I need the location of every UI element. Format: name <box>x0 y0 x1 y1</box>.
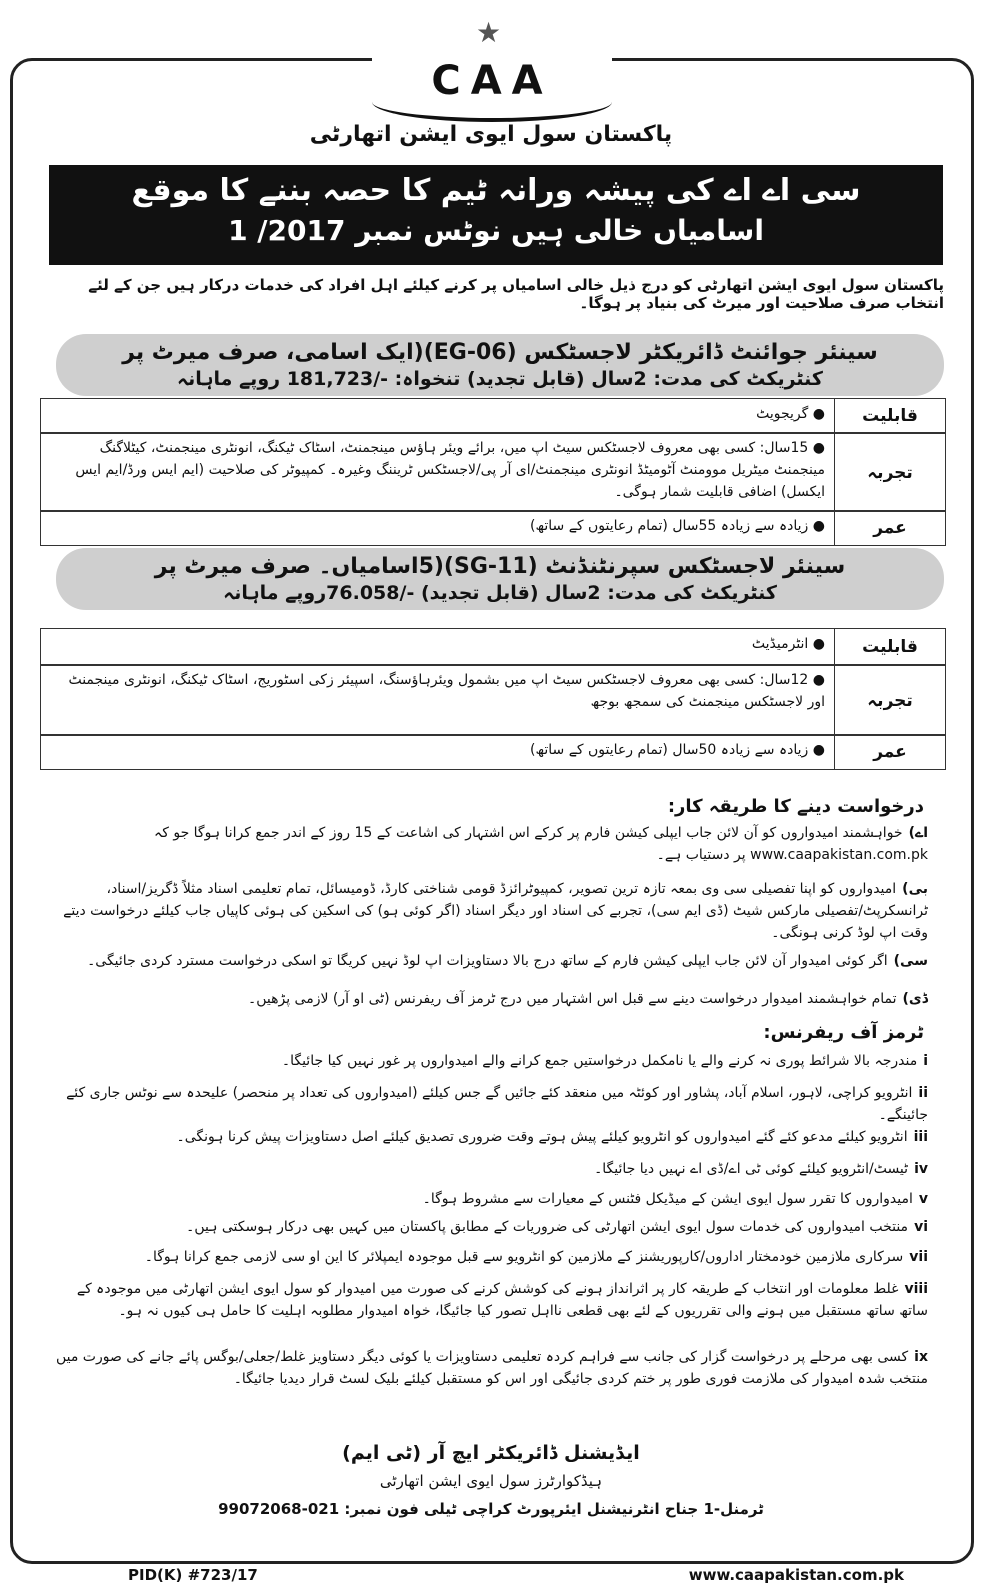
term-item-ix <box>48 1346 928 1390</box>
pid-number: PID(K) #723/17 <box>128 1566 258 1584</box>
term-vi-text: منتخب امیدواروں کی خدمات سول ایوی ایشن اتھارٹی کی ضروریات کے مطابق پاکستان میں کہیں بھی درکار ہوسکتی ہیں۔ <box>186 1219 909 1235</box>
term-item-vi <box>48 1216 928 1238</box>
post-1-qualification: ● گریجویٹ <box>51 403 825 425</box>
post-1-experience-label: تجربہ <box>834 433 945 511</box>
term-ix-num: ix <box>914 1349 928 1365</box>
post-1-qualification-row <box>40 398 946 434</box>
org-name: پاکستان سول ایوی ایشن اتھارٹی <box>309 122 673 147</box>
signatory-address: ٹرمنل-1 جناح انٹرنیشنل ایئرپورٹ کراچی ٹیلی فون نمبر: 021-99072068 <box>218 1500 764 1518</box>
term-ii-text: انٹرویو کراچی، لاہور، اسلام آباد، پشاور اور کوئٹہ میں منعقد کئے جائیں گے جس کیلئے (امیدواروں کی تعداد پر منحصر) علیحدہ سے نوٹس جاری کئے جائینگے۔ <box>66 1085 928 1123</box>
term-iv-num: iv <box>914 1161 928 1177</box>
apply-item-a-text: خواہشمند امیدواروں کو آن لائن جاب ایپلی کیشن فارم پر کرکے اس اشتہار کی اشاعت کے 15 روز کے اندر جمع کرانا ہوگا جو کہ www.caapakistan.com.pk پر دستیاب ہے۔ <box>154 825 928 863</box>
signatory-title: ایڈیشنل ڈائریکٹر ایچ آر (ٹی ایم) <box>342 1442 640 1464</box>
term-vi-num: vi <box>914 1219 928 1235</box>
post-2-age-row <box>40 734 946 770</box>
post-1-experience: ● 15سال: کسی بھی معروف لاجسٹکس سیٹ اپ میں، برائے ویئر ہاؤس مینجمنٹ، اسٹاک ٹیکنگ، انونٹری مینجمنٹ، کیٹلاگنگ مینجمنٹ میٹریل موومنٹ آٹومیٹڈ انونٹری مینجمنٹ/ای آر پی/لاجسٹکس ٹریننگ وغیرہ۔ کمپیوٹر کی صلاحیت (ایم ایس ورڈ/ایم ایس ایکسل) اضافی قابلیت شمار ہوگی۔ <box>51 437 825 503</box>
post-1-title: سینئر جوائنٹ ڈائریکٹر لاجسٹکس (EG-06)(ایک اسامی، صرف میرٹ پر <box>122 340 878 365</box>
term-item-iv <box>48 1158 928 1180</box>
apply-item-c-num: سی) <box>893 953 928 969</box>
terms-heading: ٹرمز آف ریفرنس: <box>763 1022 924 1043</box>
post-2-experience-label: تجربہ <box>834 665 945 735</box>
term-vii-text: سرکاری ملازمین خودمختار اداروں/کارپوریشنز کے ملازمین کو انٹرویو سے قبل موجودہ ایمپلائر کا این او سی لازمی جمع کرانا ہوگا۔ <box>144 1249 904 1265</box>
post-2-qualification-label: قابلیت <box>834 629 945 665</box>
term-item-ii <box>48 1082 928 1126</box>
term-iii-num: iii <box>913 1129 928 1145</box>
post-1-contract: کنٹریکٹ کی مدت: 2سال (قابل تجدید) تنخواہ: -/181,723 روپے ماہانہ <box>177 368 823 390</box>
term-v-text: امیدواروں کا تقرر سول ایوی ایشن کے میڈیکل فٹنس کے معیارات سے مشروط ہوگا۔ <box>422 1191 913 1207</box>
apply-item-d-text: تمام خواہشمند امیدوار درخواست دینے سے قبل اس اشتہار میں درج ٹرمز آف ریفرنس (ٹی او آر) لازمی پڑھیں۔ <box>248 991 897 1007</box>
term-item-i <box>48 1050 928 1072</box>
term-i-text: مندرجہ بالا شرائط پوری نہ کرنے والے یا نامکمل درخواستیں جمع کرانے والے امیدواروں پر غور نہیں کیا جائیگا۔ <box>281 1053 918 1069</box>
post-2-qualification-row <box>40 628 946 666</box>
banner-line-1: سی اے اے کی پیشہ ورانہ ٹیم کا حصہ بننے کا موقع <box>131 173 861 208</box>
post-2-qualification: ● انٹرمیڈیٹ <box>51 633 825 655</box>
apply-item-a <box>48 822 928 866</box>
apply-item-c <box>48 950 928 972</box>
post-2-contract: کنٹریکٹ کی مدت: 2سال (قابل تجدید) -/76.058روپے ماہانہ <box>223 582 777 604</box>
post-1-age-row <box>40 510 946 546</box>
caa-logo: CAA <box>372 58 612 122</box>
term-i-num: i <box>923 1053 928 1069</box>
term-ix-text: کسی بھی مرحلے پر درخواست گزار کی جانب سے فراہم کردہ تعلیمی دستاویزات یا کوئی دیگر دستاویز غلط/جعلی/بوگس پائے جانے کی صورت میں منتخب شدہ امیدوار کی ملازمت فوری طور پر ختم کردی جائیگی اور اس کو مستقبل کیلئے بلیک لسٹ قرار دیدیا جائیگا۔ <box>55 1349 928 1387</box>
term-iii-text: انٹرویو کیلئے مدعو کئے گئے امیدواروں کو انٹرویو کیلئے پیش ہوتے وقت ضروری تصدیق کیلئے اصل دستاویزات پیش کرنا ہونگی۔ <box>176 1129 908 1145</box>
post-1-age-label: عمر <box>834 511 945 545</box>
apply-item-d-num: ڈی) <box>902 991 928 1007</box>
term-item-iii <box>48 1126 928 1148</box>
post-2-age: ● زیادہ سے زیادہ 50سال (تمام رعایتوں کے ساتھ) <box>51 739 825 761</box>
term-item-v <box>48 1188 928 1210</box>
post-1-header <box>56 334 944 396</box>
apply-item-b-text: امیدواروں کو اپنا تفصیلی سی وی بمعہ تازہ ترین تصویر، کمپیوٹرائزڈ قومی شناختی کارڈ، ڈومیسائل، تمام تعلیمی اسناد مثلاً ڈگریز/اسناد، ٹرانسکرپٹ/تفصیلی مارکس شیٹ (ڈی ایم سی)، تجربے کی اسناد اور دیگر اسناد (اگر کوئی ہو) کی اسکین کی ہوئی کاپیاں جاب کیلئے درخواست دیتے وقت اپ لوڈ کرنی ہونگی۔ <box>63 881 928 941</box>
post-1-age: ● زیادہ سے زیادہ 55سال (تمام رعایتوں کے ساتھ) <box>51 515 825 537</box>
term-item-viii <box>48 1278 928 1322</box>
post-2-age-label: عمر <box>834 735 945 769</box>
apply-item-b <box>48 878 928 944</box>
star-icon: ★ <box>476 16 502 49</box>
intro-text: پاکستان سول ایوی ایشن اتھارٹی کو درج ذیل خالی اسامیاں پر کرنے کیلئے اہل افراد کی خدمات درکار ہیں جن کے لئے انتخاب صرف صلاحیت اور میرٹ کی بنیاد پر ہوگا۔ <box>88 276 944 312</box>
post-2-title: سینئر لاجسٹکس سپرنٹنڈنٹ (SG-11)(5اسامیاں۔ صرف میرٹ پر <box>154 554 846 579</box>
apply-item-c-text: اگر کوئی امیدوار آن لائن جاب ایپلی کیشن فارم کے ساتھ درج بالا دستاویزات اپ لوڈ نہیں کریگا تو اسکی درخواست مسترد کردی جائیگی۔ <box>87 953 888 969</box>
post-1-experience-row <box>40 432 946 512</box>
term-ii-num: ii <box>918 1085 928 1101</box>
signatory-office: ہیڈکوارٹرز سول ایوی ایشن اتھارٹی <box>379 1472 603 1490</box>
post-1-qualification-label: قابلیت <box>834 399 945 433</box>
term-vii-num: vii <box>909 1249 928 1265</box>
headline-banner <box>49 165 943 265</box>
term-item-vii <box>48 1246 928 1268</box>
banner-line-2: اسامیاں خالی ہیں نوٹس نمبر 2017/ 1 <box>228 214 764 247</box>
post-2-experience-row <box>40 664 946 736</box>
term-v-num: v <box>918 1191 928 1207</box>
apply-item-b-num: بی) <box>902 881 928 897</box>
post-2-experience: ● 12سال: کسی بھی معروف لاجسٹکس سیٹ اپ میں بشمول ویئرہاؤسنگ، اسپیئر زکی اسٹوریج، اسٹاک ٹیکنگ، انونٹری مینجمنٹ اور لاجسٹکس مینجمنٹ کی سمجھ بوجھ <box>51 669 825 713</box>
footer-website: www.caapakistan.com.pk <box>688 1566 904 1584</box>
term-iv-text: ٹیسٹ/انٹرویو کیلئے کوئی ٹی اے/ڈی اے نہیں دیا جائیگا۔ <box>594 1161 909 1177</box>
apply-item-a-num: اے) <box>908 825 928 841</box>
term-viii-text: غلط معلومات اور انتخاب کے طریقہ کار پر اثرانداز ہونے کی کوشش کرنے کی صورت میں امیدوار کو سول ایوی ایشن اتھارٹی میں موجودہ کے ساتھ ساتھ مستقبل میں ہونے والی تقرریوں کے لئے بھی قطعی نااہل تصور کیا جائیگا، خواہ امیدوار مطلوبہ اہلیت کا حامل ہی کیوں نہ ہو۔ <box>76 1281 928 1319</box>
term-viii-num: viii <box>904 1281 928 1297</box>
post-2-header <box>56 548 944 610</box>
apply-item-d <box>48 988 928 1010</box>
apply-heading: درخواست دینے کا طریقہ کار: <box>667 796 924 817</box>
